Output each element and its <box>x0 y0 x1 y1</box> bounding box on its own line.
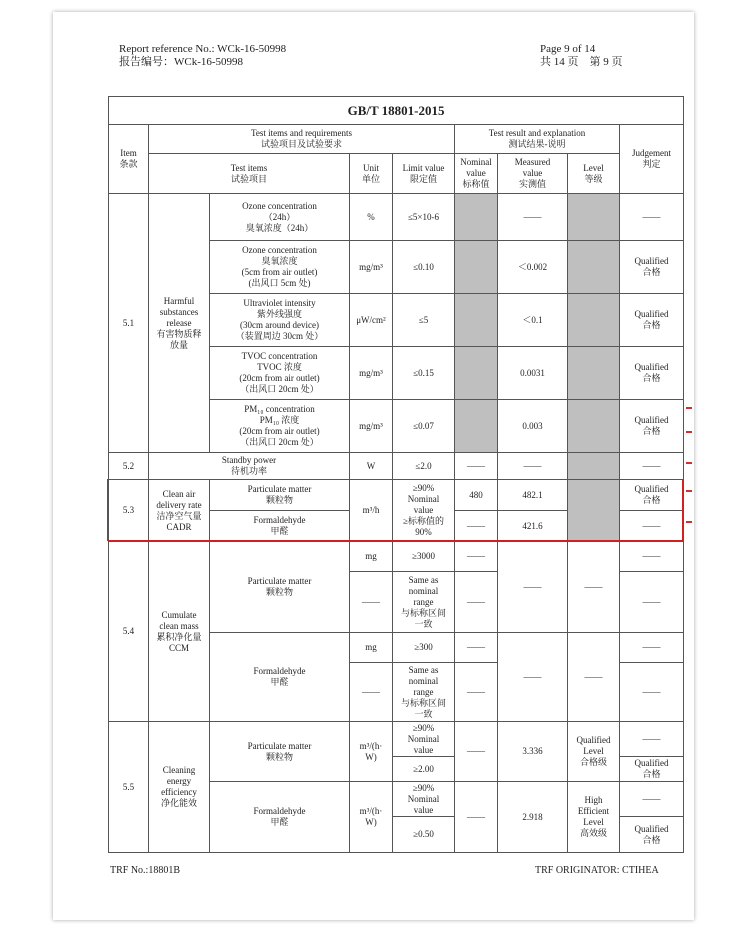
unit: mg <box>350 542 393 572</box>
item-number: 5.3 <box>109 480 149 542</box>
level: —— <box>568 542 620 633</box>
nominal-value: —— <box>455 511 498 542</box>
table-row <box>109 453 684 480</box>
judgement: Qualified 合格 <box>620 347 684 400</box>
level: Qualified Level 合格级 <box>568 722 620 782</box>
limit-value: ≤0.07 <box>393 400 455 453</box>
measured-value: 421.6 <box>498 511 568 542</box>
judgement: Qualified 合格 <box>620 817 684 853</box>
red-mark <box>686 431 692 433</box>
category-harmful-substances: Harmful substances release 有害物质释 放量 <box>149 194 210 453</box>
head-item: Item 条款 <box>109 125 149 194</box>
nominal-value-blank <box>455 194 498 241</box>
limit-value: ≤0.15 <box>393 347 455 400</box>
judgement: —— <box>620 663 684 722</box>
level-blank <box>568 480 620 542</box>
unit: mg <box>350 633 393 663</box>
head-test-items: Test items 试验项目 <box>149 154 350 194</box>
page-number-en: Page 9 of 14 <box>540 43 596 55</box>
limit-value: ≤2.0 <box>393 453 455 480</box>
limit-value: ≥300 <box>393 633 455 663</box>
measured-value: ＜0.002 <box>498 241 568 294</box>
report-reference <box>119 43 286 69</box>
judgement: Qualified 合格 <box>620 400 684 453</box>
test-results-table <box>108 96 684 853</box>
judgement: Qualified 合格 <box>620 480 684 511</box>
table-row <box>109 480 684 511</box>
level: High Efficient Level 高效级 <box>568 782 620 853</box>
unit: —— <box>350 572 393 633</box>
unit: m³/(h· W) <box>350 782 393 853</box>
level-blank <box>568 453 620 480</box>
unit: μW/cm² <box>350 294 393 347</box>
test-item: Formaldehyde 甲醛 <box>210 633 350 722</box>
nominal-value: —— <box>455 542 498 572</box>
limit-value: Same as nominal range 与标称区间 一致 <box>393 572 455 633</box>
unit: mg/m³ <box>350 241 393 294</box>
category-cleaning-energy-efficiency: Cleaning energy efficiency 净化能效 <box>149 722 210 853</box>
limit-value: ≥3000 <box>393 542 455 572</box>
measured-value: 0.0031 <box>498 347 568 400</box>
unit: mg/m³ <box>350 400 393 453</box>
nominal-value: —— <box>455 663 498 722</box>
test-item: Particulate matter 颗粒物 <box>210 722 350 782</box>
test-item: Ozone concentration 臭氧浓度 (5cm from air outlet) (出风口 5cm 处) <box>210 241 350 294</box>
judgement: —— <box>620 511 684 542</box>
measured-value: 482.1 <box>498 480 568 511</box>
measured-value: 2.918 <box>498 782 568 853</box>
category-cadr: Clean air delivery rate 洁净空气量 CADR <box>149 480 210 542</box>
nominal-value: —— <box>455 782 498 853</box>
trf-number: TRF No.:18801B <box>110 865 181 876</box>
item-number: 5.2 <box>109 453 149 480</box>
head-measured: Measured value 实测值 <box>498 154 568 194</box>
level-blank <box>568 241 620 294</box>
judgement: Qualified 合格 <box>620 757 684 782</box>
measured-value: 0.003 <box>498 400 568 453</box>
test-item: Formaldehyde 甲醛 <box>210 511 350 542</box>
unit: m³/(h· W) <box>350 722 393 782</box>
nominal-value-blank <box>455 347 498 400</box>
unit: % <box>350 194 393 241</box>
measured-value: —— <box>498 542 568 633</box>
level-blank <box>568 294 620 347</box>
head-judgement: Judgement 判定 <box>620 125 684 194</box>
head-test-items-requirements: Test items and requirements 试验项目及试验要求 <box>149 125 455 154</box>
limit-value: ≥90% Nominal value <box>393 782 455 817</box>
level: —— <box>568 633 620 722</box>
report-reference-cn: 报告编号：WCk-16-50998 <box>119 56 244 68</box>
unit: mg/m³ <box>350 347 393 400</box>
test-item: Ozone concentration （24h） 臭氧浓度（24h） <box>210 194 350 241</box>
nominal-value: —— <box>455 633 498 663</box>
limit-value: ≤5 <box>393 294 455 347</box>
category-ccm: Cumulate clean mass 累积净化量 CCM <box>149 542 210 722</box>
unit: m³/h <box>350 480 393 542</box>
limit-value: ≥0.50 <box>393 817 455 853</box>
limit-value: ≤5×10-6 <box>393 194 455 241</box>
level-blank <box>568 347 620 400</box>
judgement: —— <box>620 194 684 241</box>
page-number-cn: 共 14 页 第 9 页 <box>540 56 623 68</box>
limit-value: ≥2.00 <box>393 757 455 782</box>
judgement: —— <box>620 633 684 663</box>
measured-value: —— <box>498 194 568 241</box>
table-row <box>109 722 684 757</box>
head-limit: Limit value 限定值 <box>393 154 455 194</box>
head-nominal: Nominal value 标称值 <box>455 154 498 194</box>
nominal-value-blank <box>455 294 498 347</box>
judgement: —— <box>620 453 684 480</box>
judgement: —— <box>620 572 684 633</box>
red-mark <box>686 407 692 409</box>
judgement: —— <box>620 722 684 757</box>
page-number <box>540 43 623 69</box>
head-test-result: Test result and explanation 测试结果-说明 <box>455 125 620 154</box>
limit-value: Same as nominal range 与标称区间 一致 <box>393 663 455 722</box>
measured-value: 3.336 <box>498 722 568 782</box>
item-number: 5.4 <box>109 542 149 722</box>
test-item: Particulate matter 颗粒物 <box>210 542 350 633</box>
judgement: Qualified 合格 <box>620 294 684 347</box>
limit-value: ≥90% Nominal value <box>393 722 455 757</box>
test-item: Particulate matter 颗粒物 <box>210 480 350 511</box>
nominal-value-blank <box>455 400 498 453</box>
judgement: —— <box>620 542 684 572</box>
nominal-value: 480 <box>455 480 498 511</box>
nominal-value-blank <box>455 241 498 294</box>
head-unit: Unit 单位 <box>350 154 393 194</box>
test-item: TVOC concentration TVOC 浓度 (20cm from air outlet) （出风口 20cm 处） <box>210 347 350 400</box>
nominal-value: —— <box>455 453 498 480</box>
judgement: —— <box>620 782 684 817</box>
item-number: 5.1 <box>109 194 149 453</box>
level-blank <box>568 400 620 453</box>
head-level: Level 等级 <box>568 154 620 194</box>
red-mark <box>686 521 692 523</box>
table-row <box>109 542 684 572</box>
unit: W <box>350 453 393 480</box>
item-number: 5.5 <box>109 722 149 853</box>
measured-value: —— <box>498 633 568 722</box>
measured-value: ＜0.1 <box>498 294 568 347</box>
trf-originator: TRF ORIGINATOR: CTIHEA <box>535 865 659 876</box>
judgement: Qualified 合格 <box>620 241 684 294</box>
measured-value: —— <box>498 453 568 480</box>
nominal-value: —— <box>455 722 498 782</box>
test-item: PM₁₀ concentration PM₁₀ 浓度 (20cm from air outlet) （出风口 20cm 处） <box>210 400 350 453</box>
standard-title: GB/T 18801-2015 <box>109 97 684 125</box>
unit: —— <box>350 663 393 722</box>
report-reference-en: Report reference No.: WCk-16-50998 <box>119 43 287 55</box>
table-row <box>109 194 684 241</box>
red-mark <box>686 490 692 492</box>
level-blank <box>568 194 620 241</box>
nominal-value: —— <box>455 572 498 633</box>
red-mark <box>686 462 692 464</box>
test-item-standby-power: Standby power 待机功率 <box>149 453 350 480</box>
test-item: Ultraviolet intensity 紫外线强度 (30cm around device) （装置周边 30cm 处） <box>210 294 350 347</box>
test-item: Formaldehyde 甲醛 <box>210 782 350 853</box>
limit-value: ≥90% Nominal value ≥标称值的 90% <box>393 480 455 542</box>
limit-value: ≤0.10 <box>393 241 455 294</box>
